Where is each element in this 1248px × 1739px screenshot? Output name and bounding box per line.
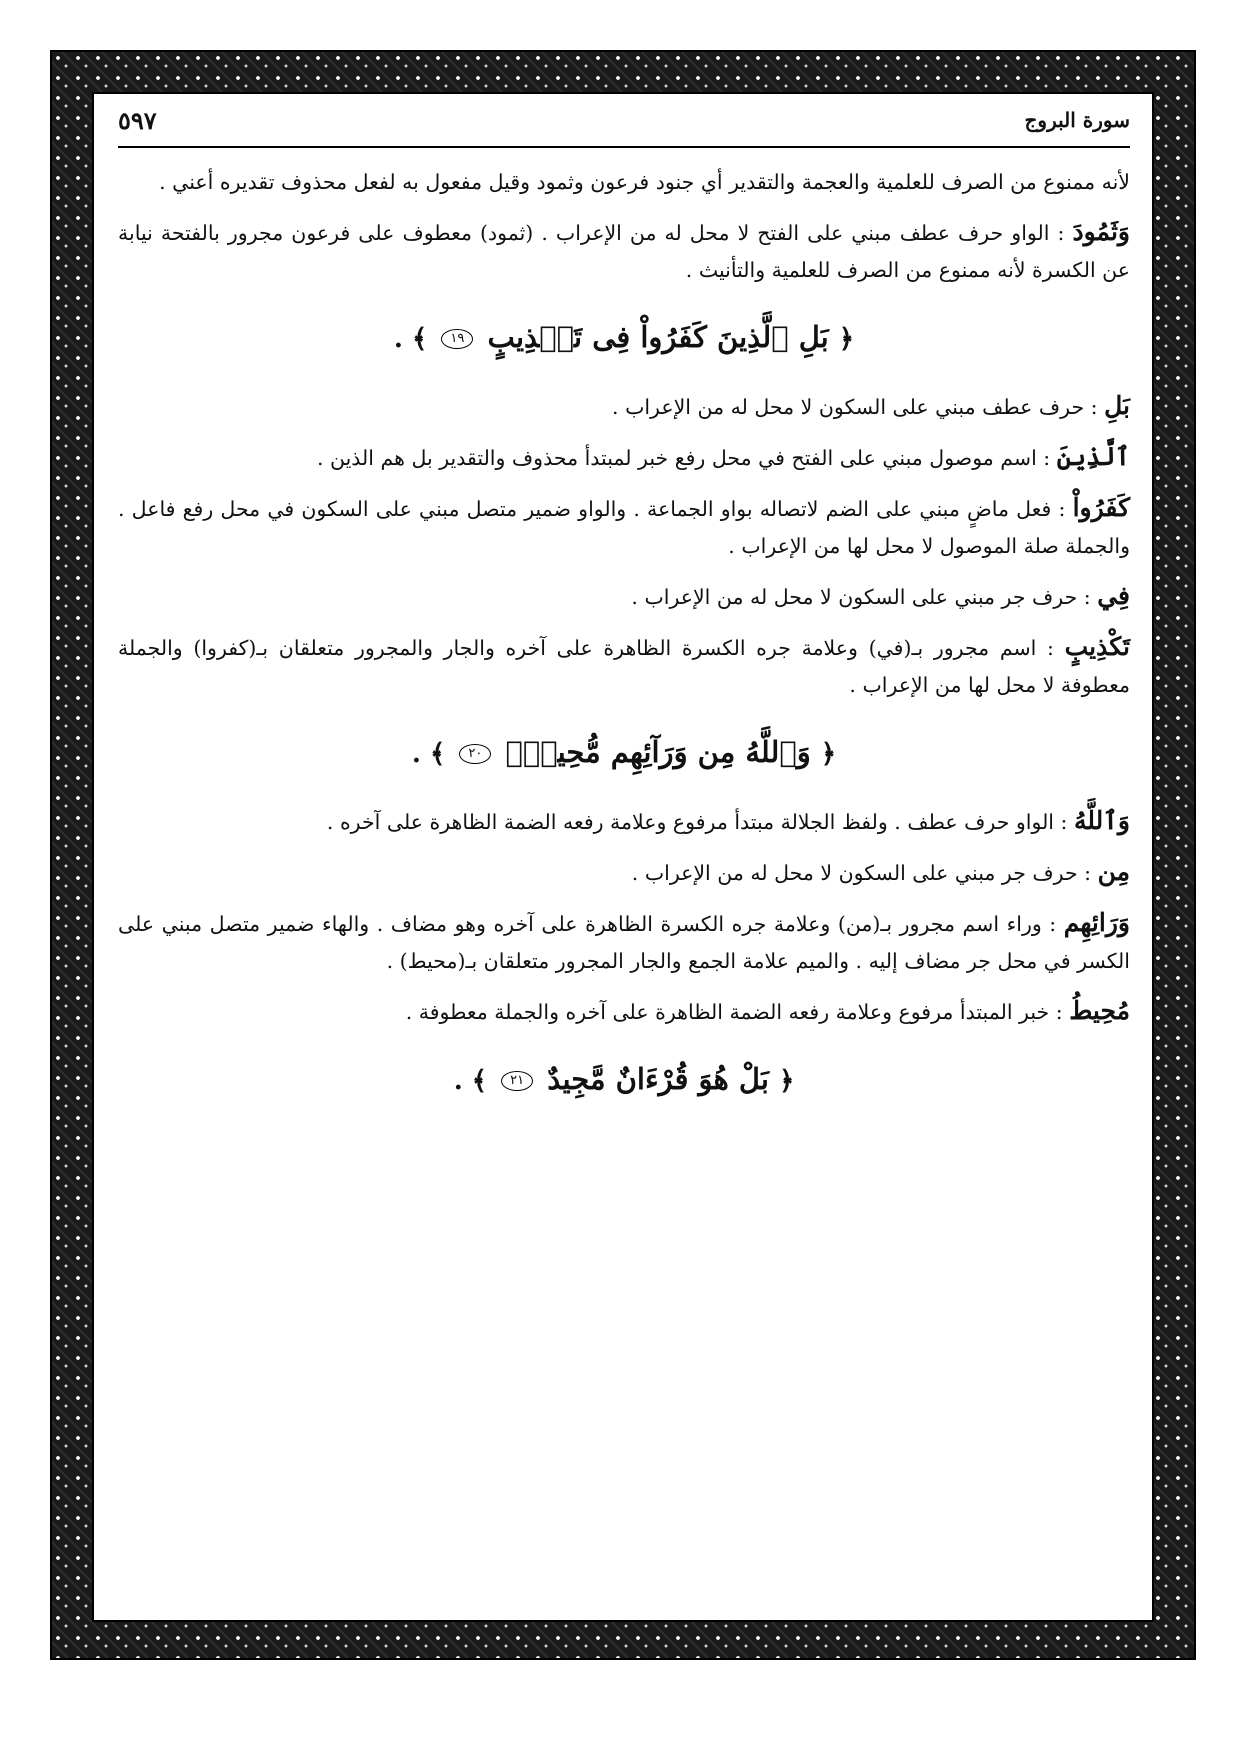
entry-term: وَثَمُودَ xyxy=(1072,217,1130,246)
page-content xyxy=(118,94,1130,1620)
verse-text: بَلْ هُوَ قُرْءَانٌ مَّجِيدٌ xyxy=(547,1062,769,1096)
verse-open-bracket: ﴿ xyxy=(779,1066,795,1096)
entry-waraihim xyxy=(118,904,1130,980)
entry-term: ٱلَّذِينَ xyxy=(1056,442,1130,471)
verse-text: وَٱللَّهُ مِن وَرَآئِهِم مُّحِيطُۢ xyxy=(505,735,811,769)
entry-term: بَلِ xyxy=(1104,391,1130,420)
page-number: ٥٩٧ xyxy=(118,106,157,135)
entry-fi xyxy=(118,577,1130,616)
verse-text: بَلِ ٱلَّذِينَ كَفَرُواْ فِى تَكۡذِيبٍ xyxy=(487,320,829,354)
continuation-paragraph: لأنه ممنوع من الصرف للعلمية والعجمة والتقدير أي جنود فرعون وثمود وقيل مفعول به لفعل محذوف تقديره أعني . xyxy=(159,170,1130,194)
entry-muhit xyxy=(118,992,1130,1031)
aya-number: ٢١ xyxy=(501,1071,533,1091)
surah-name: سورة البروج xyxy=(1024,108,1130,132)
entry-text: : اسم موصول مبني على الفتح في محل رفع خبر لمبتدأ محذوف والتقدير بل هم الذين . xyxy=(316,446,1051,470)
entry-text: : حرف جر مبني على السكون لا محل له من الإعراب . xyxy=(631,861,1092,885)
entry-kafaru xyxy=(118,489,1130,565)
entry-term: تَكْذِيبٍ xyxy=(1064,632,1130,661)
entry-term: وَٱللَّهُ xyxy=(1073,806,1130,835)
entry-term: كَفَرُواْ xyxy=(1072,493,1130,522)
entry-term: فِي xyxy=(1097,581,1130,610)
entry-text: : حرف جر مبني على السكون لا محل له من الإعراب . xyxy=(631,585,1091,609)
entry-text: : حرف عطف مبني على السكون لا محل له من الإعراب . xyxy=(612,395,1098,419)
entry-text: : وراء اسم مجرور بـ(من) وعلامة جره الكسرة الظاهرة على آخره وهو مضاف . والهاء ضمير متصل مبني على الكسر في محل جر مضاف إليه . والميم علامة الجمع والجار المجرور متعلقان بـ(محيط) . xyxy=(118,912,1130,973)
entry-term: وَرَائِهِم xyxy=(1063,908,1130,937)
entry-text: : خبر المبتدأ مرفوع وعلامة رفعه الضمة الظاهرة على آخره والجملة معطوفة . xyxy=(405,1000,1063,1024)
verse-20 xyxy=(118,730,1130,776)
running-header xyxy=(118,106,1130,140)
aya-number: ١٩ xyxy=(441,329,473,349)
header-rule xyxy=(118,146,1130,148)
entry-text: : اسم مجرور بـ(في) وعلامة جره الكسرة الظاهرة على آخره والجار والمجرور متعلقان بـ(كفروا) والجملة معطوفة لا محل لها من الإعراب . xyxy=(118,636,1130,697)
entry-min xyxy=(118,853,1130,892)
verse-close-bracket: ﴾ . xyxy=(393,324,428,354)
entry-alladhina xyxy=(118,438,1130,477)
entry-text: : الواو حرف عطف . ولفظ الجلالة مبتدأ مرفوع وعلامة رفعه الضمة الظاهرة على آخره . xyxy=(326,810,1068,834)
entry-thamud xyxy=(118,213,1130,289)
page-content-area xyxy=(92,92,1154,1622)
entry-term: مِن xyxy=(1097,857,1130,886)
verse-19 xyxy=(118,315,1130,361)
verse-close-bracket: ﴾ . xyxy=(411,739,446,769)
verse-open-bracket: ﴿ xyxy=(838,324,855,354)
entry-wallah xyxy=(118,802,1130,841)
entry-bal xyxy=(118,387,1130,426)
entry-text: : فعل ماضٍ مبني على الضم لاتصاله بواو الجماعة . والواو ضمير متصل مبني على السكون في محل رفع فاعل . والجملة صلة الموصول لا محل لها من الإعراب . xyxy=(118,497,1130,558)
verse-close-bracket: ﴾ . xyxy=(453,1066,488,1096)
entry-term: مُحِيطُ xyxy=(1069,996,1130,1025)
entry-text: : الواو حرف عطف مبني على الفتح لا محل له من الإعراب . (ثمود) معطوف على فرعون مجرور بالفتحة نيابة عن الكسرة لأنه ممنوع من الصرف للعلمية والتأنيث . xyxy=(118,221,1130,282)
text-body xyxy=(118,164,1130,1129)
verse-21 xyxy=(118,1057,1130,1103)
aya-number: ٢٠ xyxy=(459,744,491,764)
verse-open-bracket: ﴿ xyxy=(820,739,837,769)
entry-takdhib xyxy=(118,628,1130,704)
